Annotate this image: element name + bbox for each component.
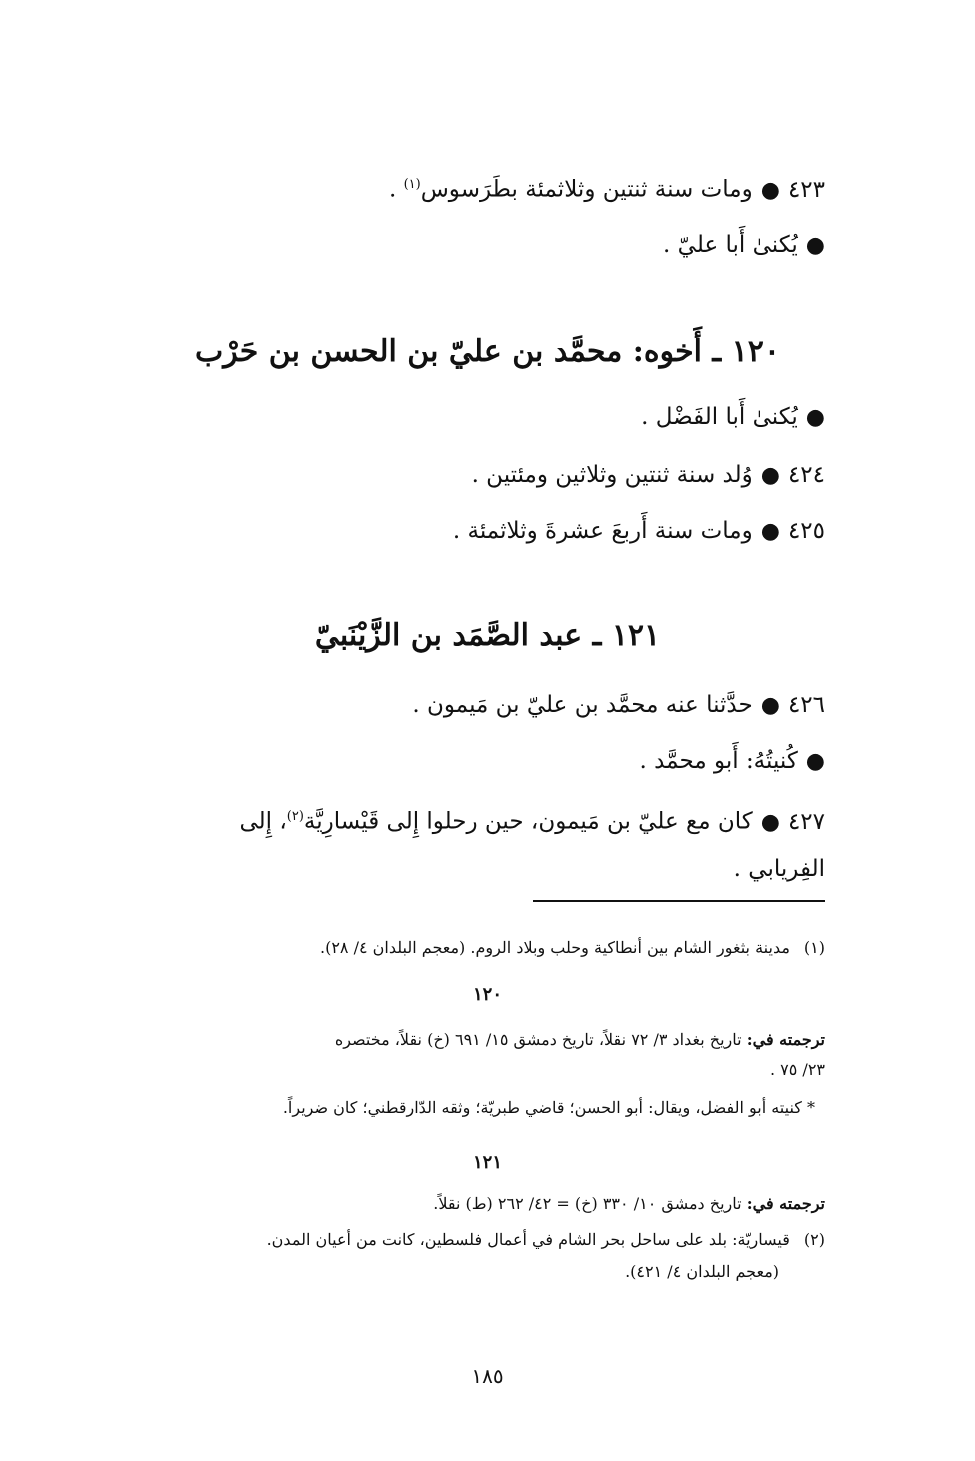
bullet-icon: ●: [805, 749, 825, 774]
entry-426: [130, 688, 825, 723]
notes-120-source-cont: ٢٣/ ٧٥ .: [769, 1060, 825, 1079]
notes-121-source: [118, 1190, 825, 1217]
entry-number: ٤٢٤: [787, 462, 825, 488]
kunya-line: [130, 228, 825, 263]
bullet-icon: ●: [760, 519, 780, 544]
footnote-marker: (٢): [803, 1230, 825, 1249]
entry-text: يُكنىٰ أَبا عليّ .: [663, 232, 798, 258]
source-label: ترجمته في:: [746, 1030, 825, 1049]
entry-number: ٤٢٣: [787, 176, 825, 203]
bullet-icon: ●: [805, 405, 825, 430]
section-heading-120: ١٢٠ ـ أَخوه: محمَّد بن عليّ بن الحسن بن حَرْب: [194, 334, 780, 369]
entry-number: ٤٢٥: [787, 518, 825, 544]
kunya-line: [130, 400, 825, 435]
star-icon: *: [807, 1098, 815, 1117]
bullet-icon: ●: [760, 809, 780, 835]
kunya-line: [130, 744, 825, 779]
entry-425: [130, 514, 825, 549]
entry-423: [130, 168, 825, 208]
source-label: ترجمته في:: [746, 1194, 825, 1213]
entry-text: ومات سنة ثنتين وثلاثمئة بطَرَسوس: [420, 176, 753, 203]
entry-text: يُكنىٰ أَبا الفَضْل .: [641, 404, 798, 430]
notes-number-121: ١٢١: [472, 1152, 502, 1173]
remark-text: كنيته أبو الفضل، ويقال: أبو الحسن؛ قاضي طبريّة؛ وثقه الدّارقطني؛ كان ضريراً.: [282, 1098, 802, 1117]
entry-text: كان مع عليّ بن مَيمون، حين رحلوا إِلى قَيْسارِيَّة: [303, 808, 753, 835]
entry-text-continued: ، إِلى: [239, 808, 287, 835]
footnote-1: [118, 934, 825, 961]
entry-427: [130, 800, 825, 840]
footnote-text: مدينة بثغور الشام بين أنطاكية وحلب وبلاد الروم. (معجم البلدان ٤/ ٢٨).: [319, 938, 790, 957]
bullet-icon: ●: [760, 463, 780, 488]
footnote-ref: (١): [403, 177, 421, 192]
source-text: تاريخ بغداد ٣/ ٧٢ نقلاً، تاريخ دمشق ١٥/ ٦٩١ (خ) نقلاً، مختصره: [334, 1030, 742, 1049]
entry-424: [130, 458, 825, 493]
bullet-icon: ●: [805, 233, 825, 258]
notes-120-remark: [118, 1094, 815, 1121]
entry-text: وُلد سنة ثنتين وثلاثين ومئتين .: [471, 462, 753, 488]
entry-text: كُنيتُهُ: أَبو محمَّد .: [639, 748, 798, 774]
footnote-text: قيساريّة: بلد على ساحل بحر الشام في أعمال فلسطين، كانت من أعيان المدن.: [266, 1230, 790, 1249]
source-text: تاريخ دمشق ١٠/ ٣٣٠ (خ) = ٤٢/ ٢٦٢ (ط) نقلاً.: [433, 1194, 742, 1213]
page-number: ١٨٥: [471, 1364, 504, 1388]
bullet-icon: ●: [760, 177, 780, 203]
entry-number: ٤٢٧: [787, 808, 825, 835]
footnote-2-continuation: (معجم البلدان ٤/ ٤٢١).: [625, 1262, 779, 1281]
entry-text: ومات سنة أَربعَ عشرةَ وثلاثمئة .: [452, 518, 753, 544]
footnote-divider: [533, 900, 825, 902]
footnote-marker: (١): [803, 938, 825, 957]
footnote-2: [118, 1226, 825, 1253]
bullet-icon: ●: [760, 693, 780, 718]
notes-120-source: [118, 1026, 825, 1053]
entry-text: حدَّثنا عنه محمَّد بن عليّ بن مَيمون .: [412, 692, 753, 718]
notes-number-120: ١٢٠: [472, 984, 502, 1005]
footnote-ref: (٢): [286, 809, 304, 824]
entry-427-continuation: الفِريابي .: [733, 856, 825, 882]
entry-end: .: [388, 176, 404, 203]
entry-number: ٤٢٦: [787, 692, 825, 718]
section-heading-121: ١٢١ ـ عبد الصَّمَد بن الزَّيْنَبيّ: [314, 618, 661, 653]
